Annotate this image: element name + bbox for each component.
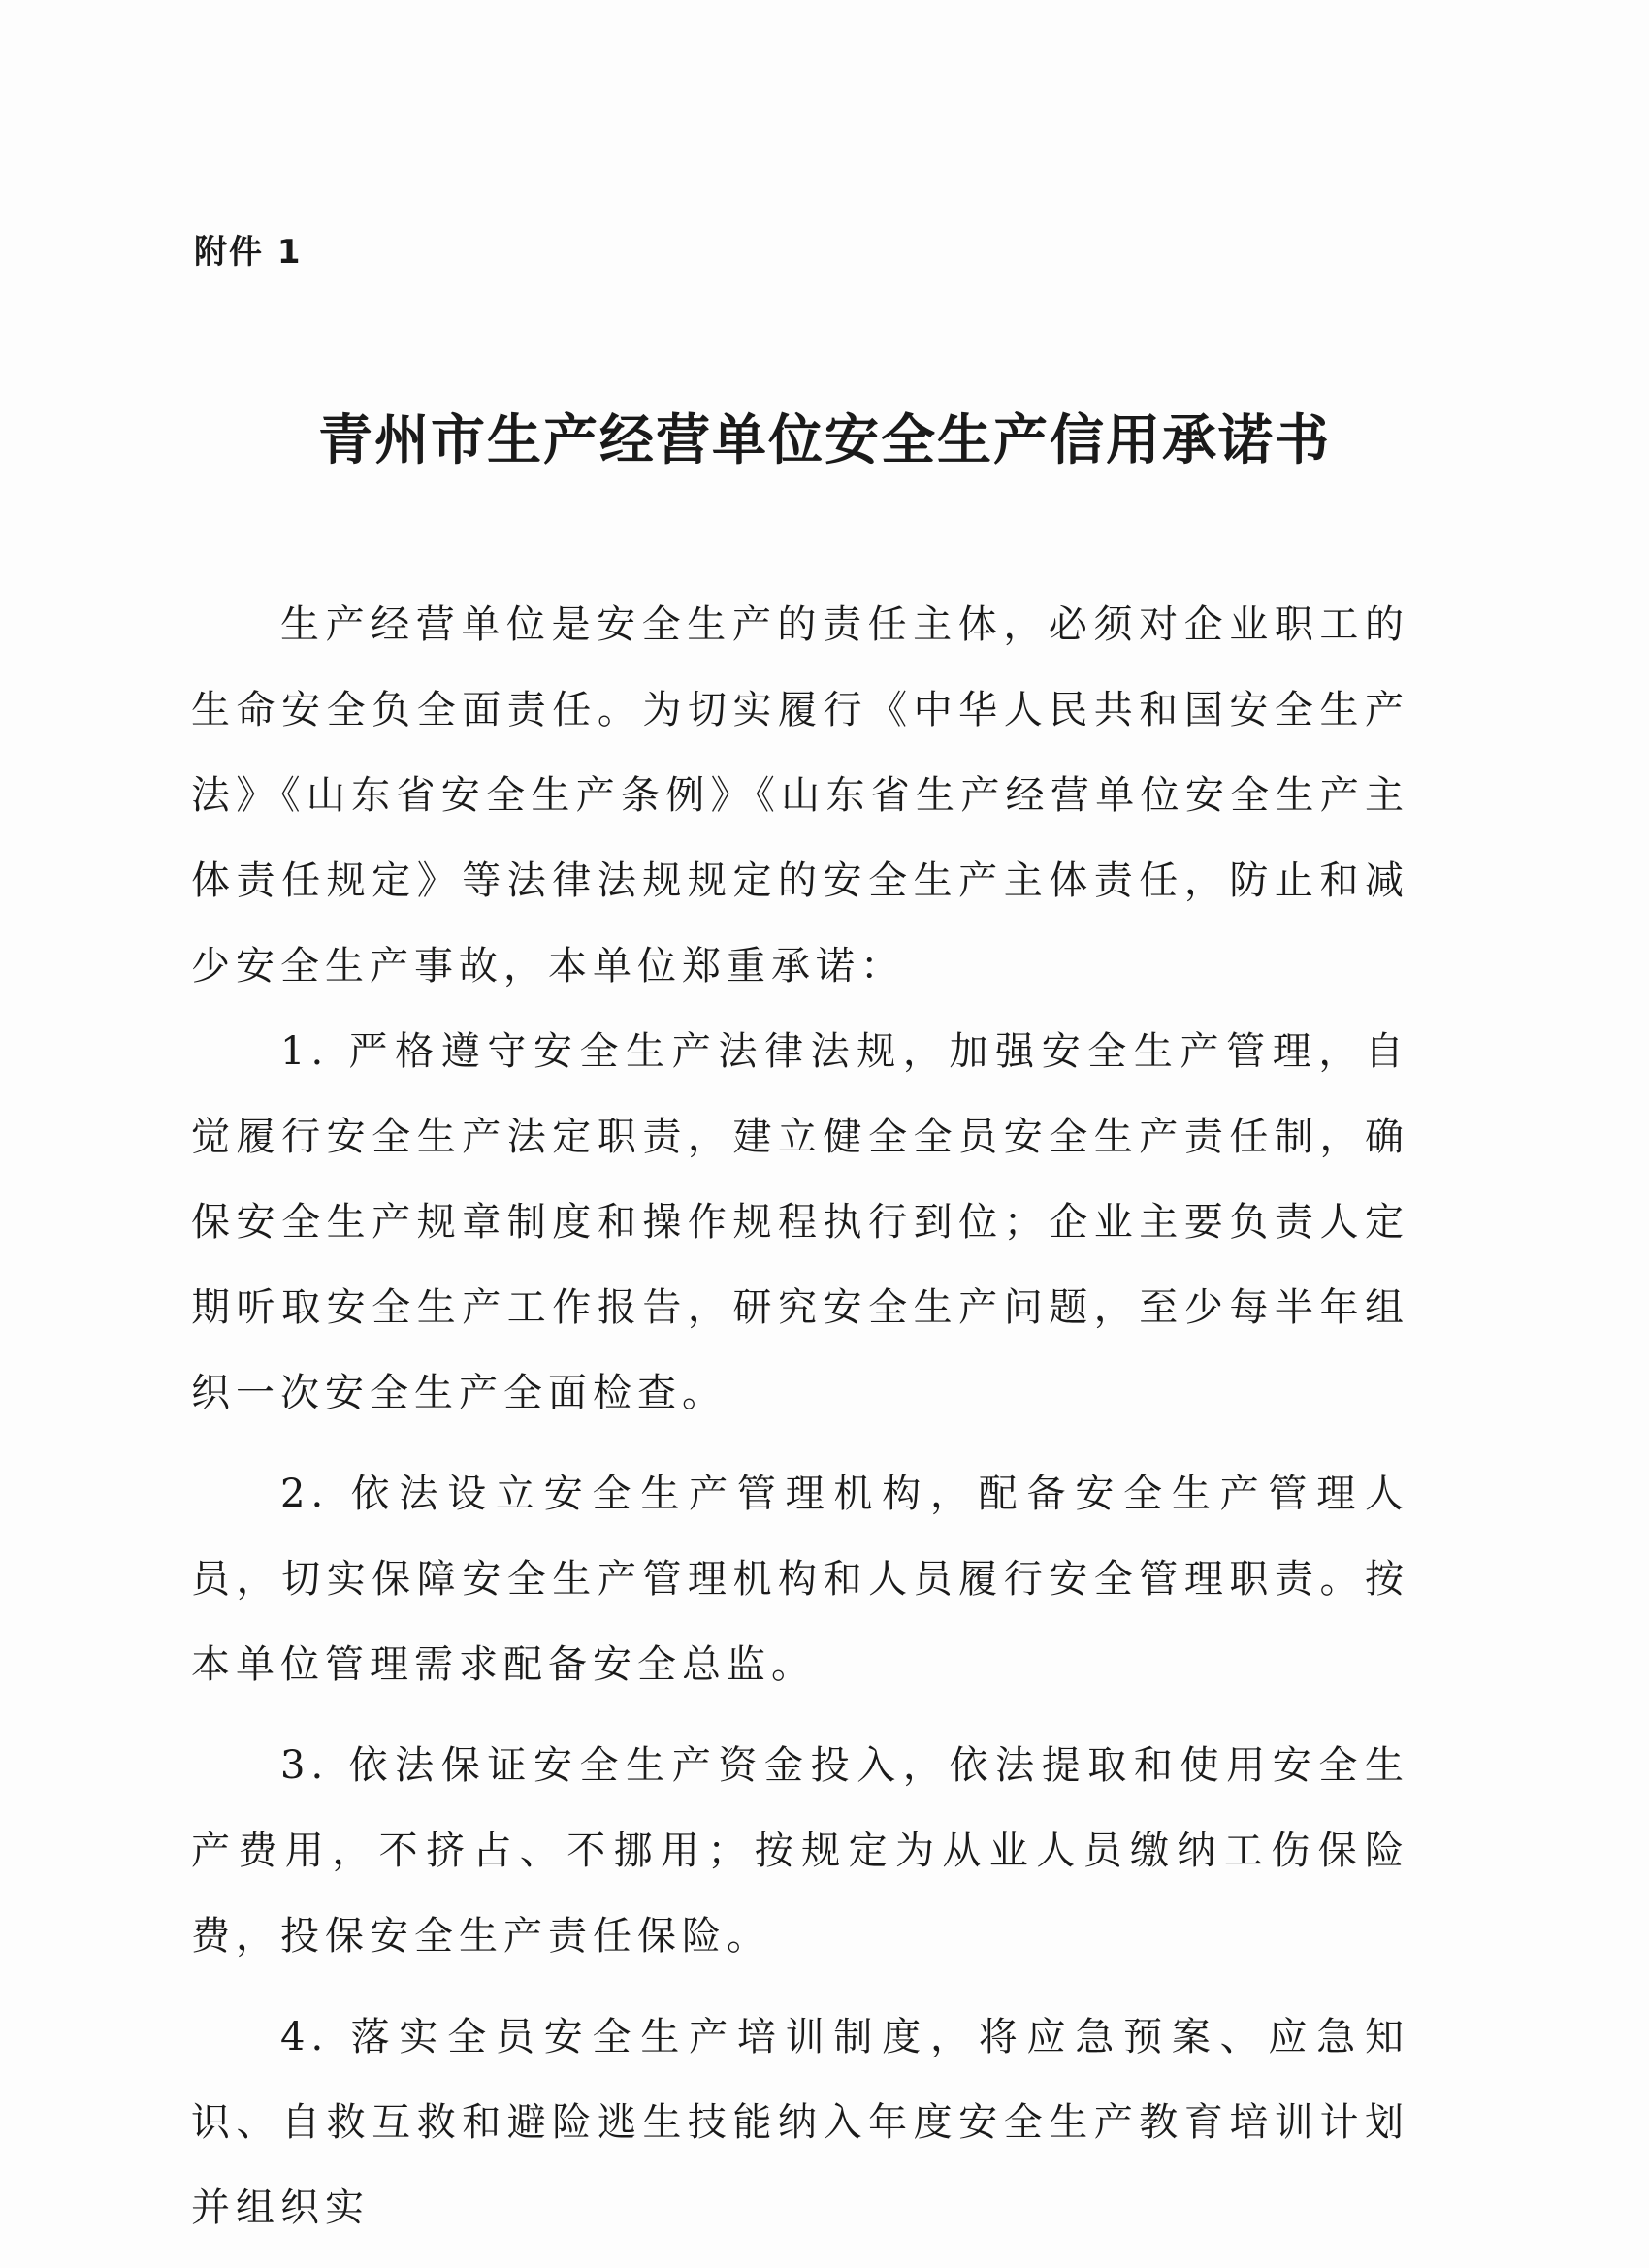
document-body — [191, 582, 1409, 2251]
commitment-item-3: 3. 依法保证安全生产资金投入，依法提取和使用安全生产费用，不挤占、不挪用；按规定为从业人员缴纳工伤保险费，投保安全生产责任保险。 — [191, 1743, 1409, 1959]
commitment-item-1: 1. 严格遵守安全生产法律法规，加强安全生产管理，自觉履行安全生产法定职责，建立健全全员安全生产责任制，确保安全生产规章制度和操作规程执行到位；企业主要负责人定期听取安全生产工作报告，研究安全生产问题，至少每半年组织一次安全生产全面检查。 — [191, 1029, 1409, 1415]
document-title: 青州市生产经营单位安全生产信用承诺书 — [318, 409, 1331, 472]
commitment-item-4: 4. 落实全员安全生产培训制度，将应急预案、应急知识、自救互救和避险逃生技能纳入年度安全生产教育培训计划并组织实 — [191, 2015, 1409, 2230]
attachment-label: 附件 1 — [194, 233, 303, 272]
commitment-item-2: 2. 依法设立安全生产管理机构，配备安全生产管理人员，切实保障安全生产管理机构和人员履行安全管理职责。按本单位管理需求配备安全总监。 — [191, 1472, 1409, 1687]
intro-paragraph: 生产经营单位是安全生产的责任主体，必须对企业职工的生命安全负全面责任。为切实履行《中华人民共和国安全生产法》《山东省安全生产条例》《山东省生产经营单位安全生产主体责任规定》等法律法规规定的安全生产主体责任，防止和减少安全生产事故，本单位郑重承诺： — [191, 602, 1409, 988]
